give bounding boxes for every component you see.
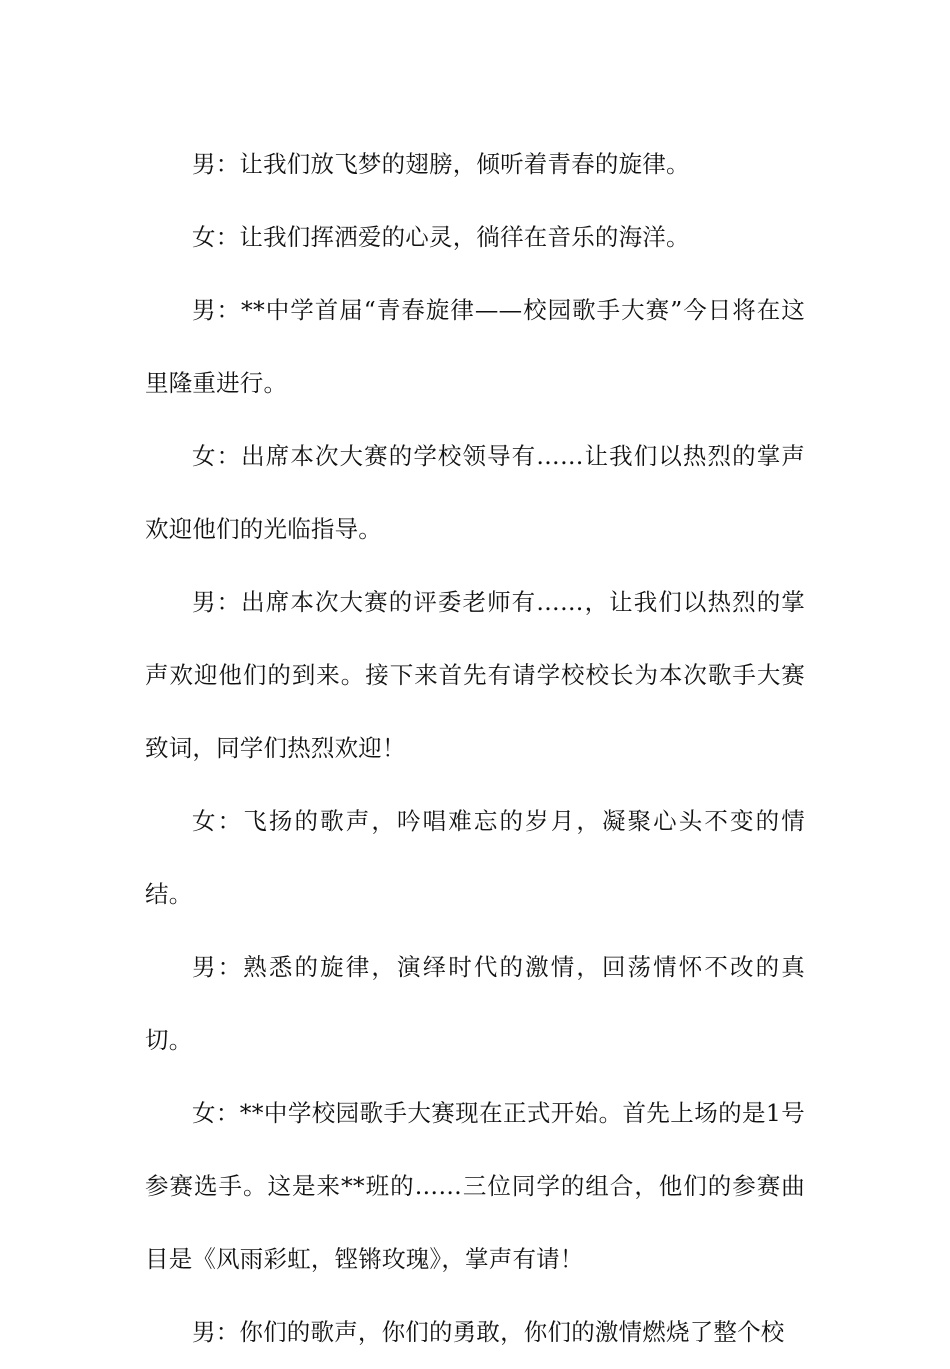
paragraph: 男：你们的歌声，你们的勇敢，你们的激情燃烧了整个校 (192, 1318, 785, 1346)
paragraph: 男：出席本次大赛的评委老师有……，让我们以热烈的掌声欢迎他们的到来。接下来首先有请学校校长为本次歌手大赛致词，同学们热烈欢迎！ (145, 588, 805, 762)
paragraph: 男：让我们放飞梦的翅膀，倾听着青春的旋律。 (192, 150, 690, 178)
paragraph: 男：熟悉的旋律，演绎时代的激情，回荡情怀不改的真切。 (145, 953, 805, 1054)
paragraph: 女：出席本次大赛的学校领导有……让我们以热烈的掌声欢迎他们的光临指导。 (145, 442, 805, 543)
paragraph: 女：**中学校园歌手大赛现在正式开始。首先上场的是1号参赛选手。这是来**班的……三位同学的组合，他们的参赛曲目是《风雨彩虹，铿锵玫瑰》，掌声有请！ (145, 1099, 805, 1273)
paragraph: 女：让我们挥洒爱的心灵，徜徉在音乐的海洋。 (192, 223, 690, 251)
paragraph: 男：**中学首届“青春旋律——校园歌手大赛”今日将在这里隆重进行。 (145, 296, 805, 397)
document-body (145, 128, 805, 1369)
paragraph: 女：飞扬的歌声，吟唱难忘的岁月，凝聚心头不变的情结。 (145, 807, 805, 908)
